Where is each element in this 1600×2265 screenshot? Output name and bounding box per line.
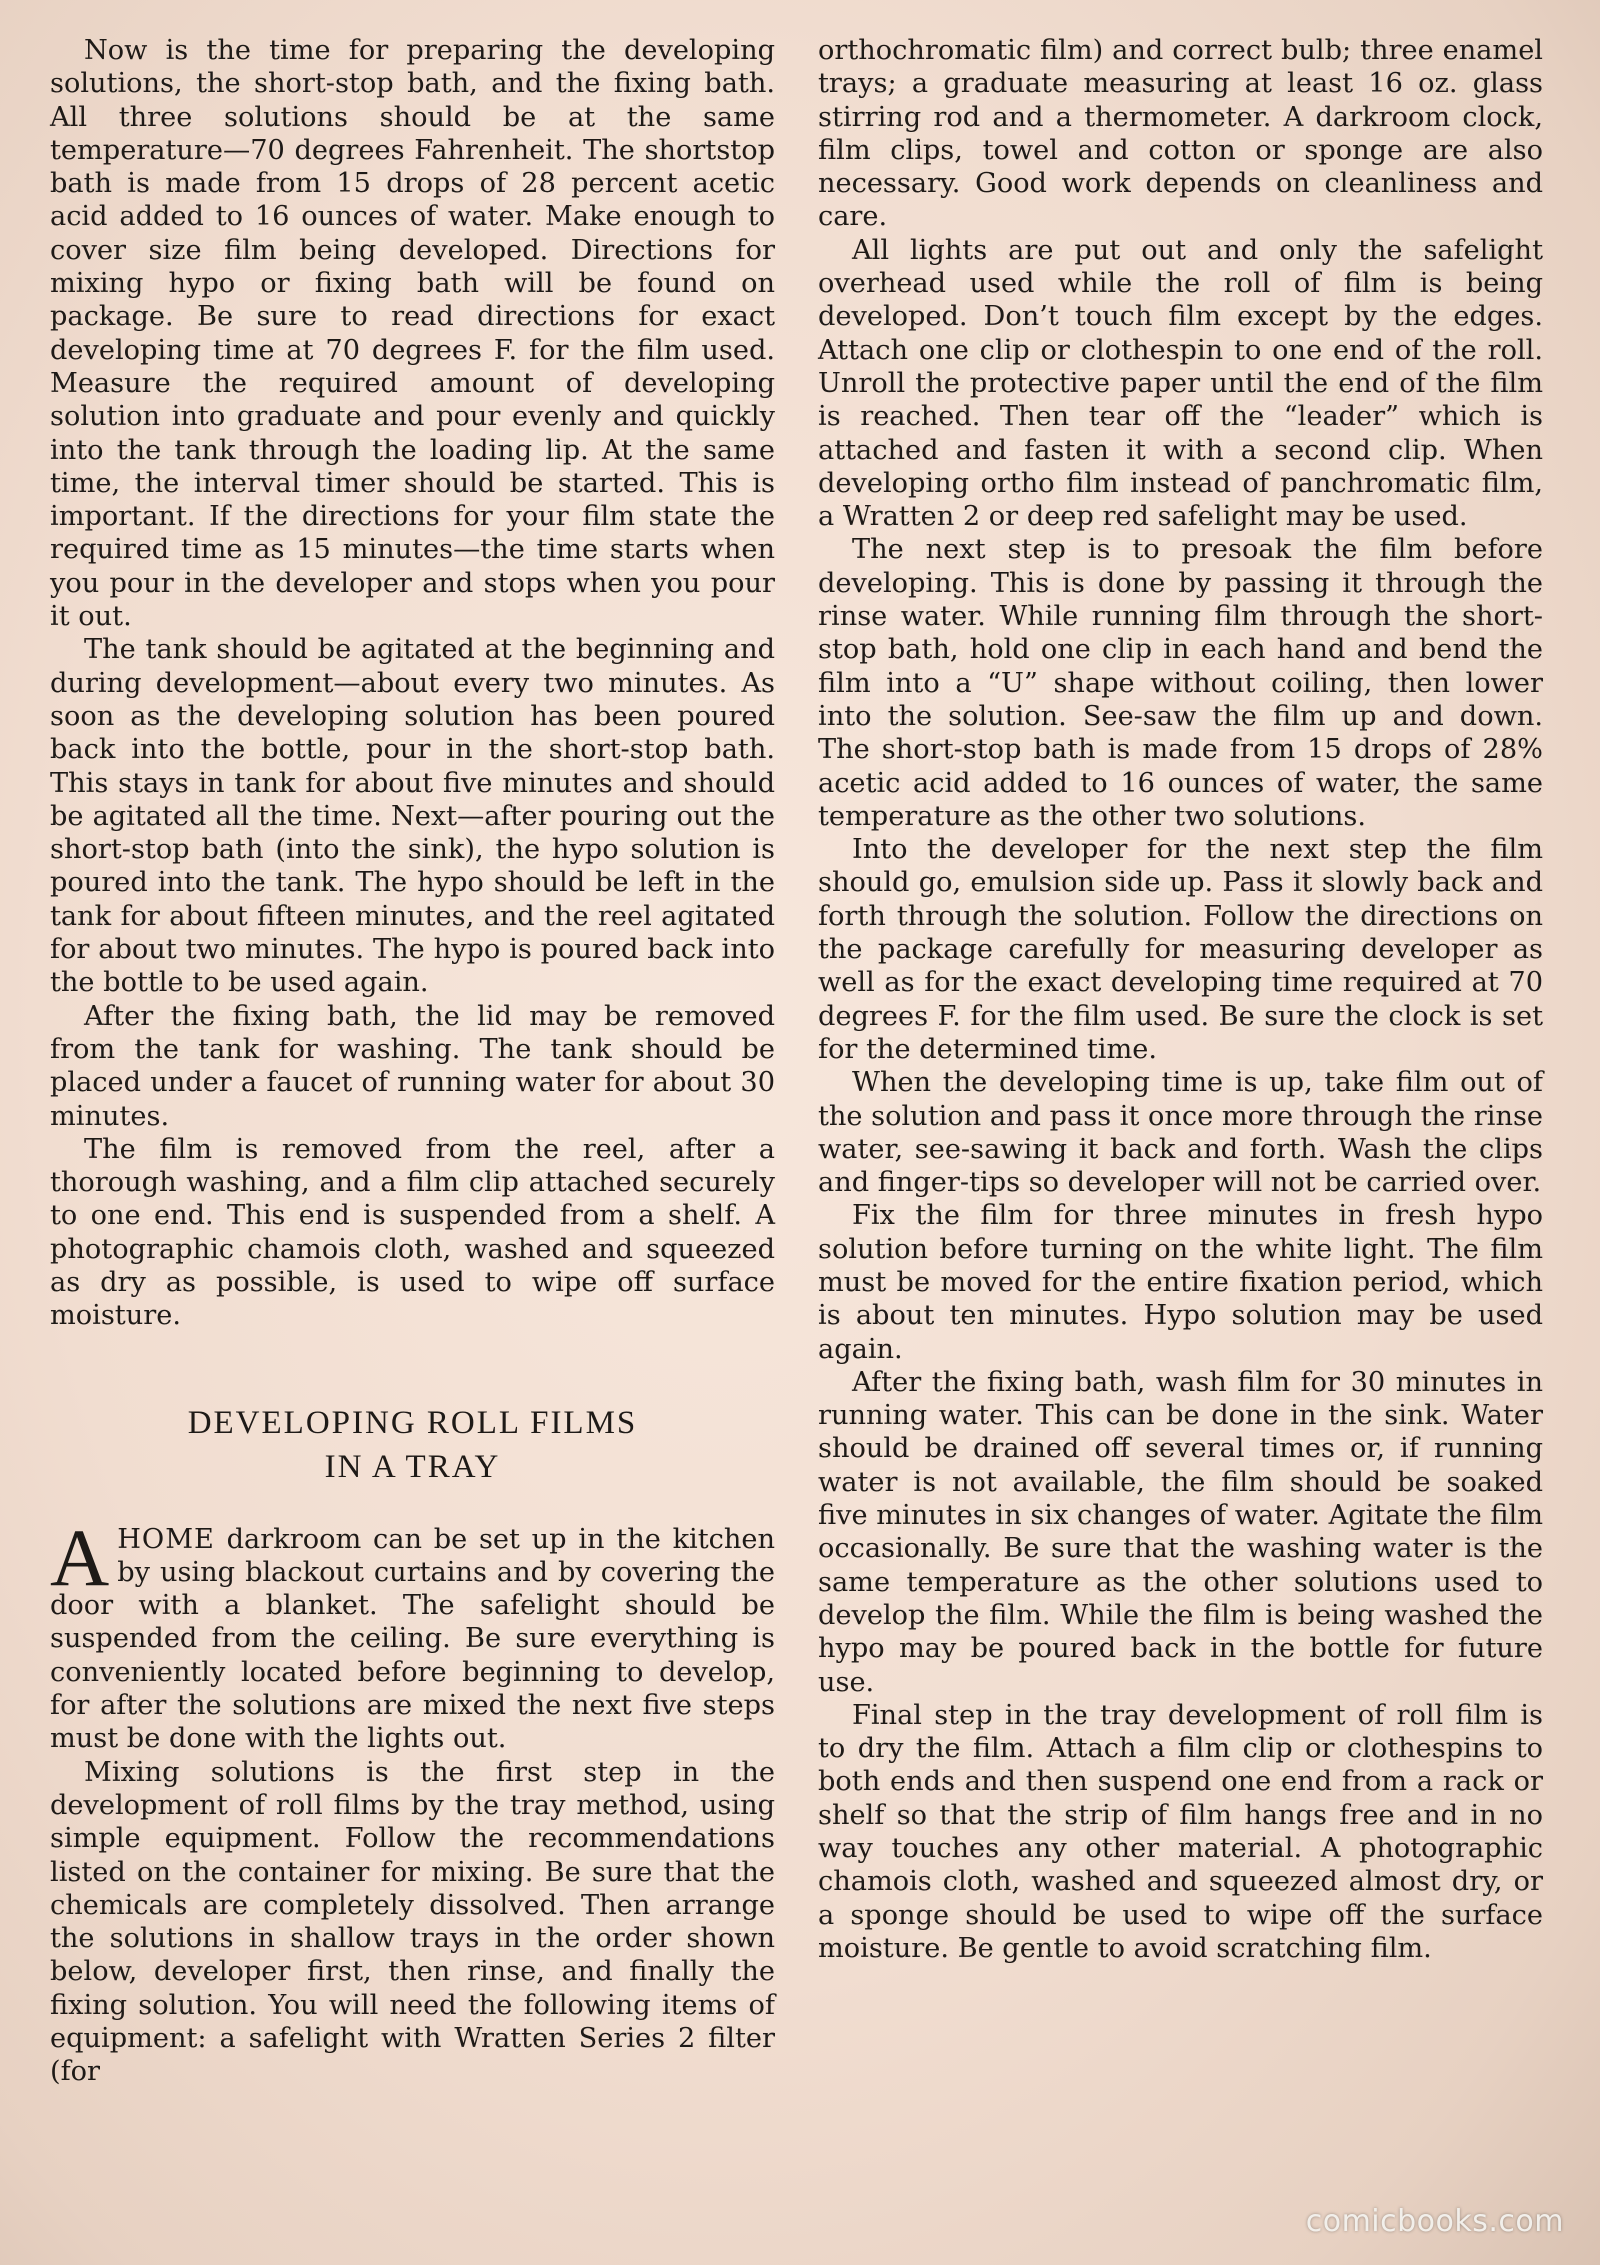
paragraph-home-darkroom	[50, 1511, 775, 1756]
paragraph-developer: Into the developer for the next step the film should go, emulsion side up. Pass it slowly back and forth through the solution. Follow the directions on the package carefully for measuring developer as well as for the exact developing time required at 70 degrees F. for the film used. Be sure the clock is set for the determined time.	[818, 834, 1543, 1065]
paragraph-washing-tank: After the fixing bath, the lid may be removed from the tank for washing. The tank should be placed under a faucet of running water for about 30 minutes.	[50, 1000, 775, 1132]
paragraph-wash: After the fixing bath, wash film for 30 minutes in running water. This can be done in the sink. Water should be drained off several times or, if running water is not available, the film should be soaked five minutes in six changes of water. Agitate the film occasionally. Be sure that the washing water is the same temperature as the other solutions used to develop the film. While the film is being washed the hypo may be poured back in the bottle for future use.	[818, 1366, 1543, 1698]
drop-cap: A	[50, 1511, 110, 1603]
heading-line-2: IN A TRAY	[324, 1448, 501, 1485]
paragraph-agitation: The tank should be agitated at the beginning and during development—about every two minutes. As soon as the developing solution has been poured back into the bottle, pour in the short-stop bath. This stays in tank for about five minutes and should be agitated all the time. Next—after pouring out the short-stop bath (into the sink), the hypo solution is poured into the tank. The hypo should be left in the tank for about fifteen minutes, and the reel agitated for about two minutes. The hypo is poured back into the bottle to be used again.	[50, 634, 775, 999]
paragraph-preparing-solutions: Now is the time for preparing the developing solutions, the short-stop bath, and the fixing bath. All three solutions should be at the same temperature—70 degrees Fahrenheit. The shortstop bath is made from 15 drops of 28 percent acetic acid added to 16 ounces of water. Make enough to cover size film being developed. Directions for mixing hypo or fixing bath will be found on package. Be sure to read directions for exact developing time at 70 degrees F. for the film used. Measure the required amount of developing solution into graduate and pour evenly and quickly into the tank through the loading lip. At the same time, the interval timer should be started. This is important. If the directions for your film state the required time as 15 minutes—the time starts when you pour in the developer and stops when you pour it out.	[50, 35, 775, 633]
paragraph-presoak: The next step is to presoak the film before developing. This is done by passing it through the rinse water. While running film through the short-stop bath, hold one clip in each hand and bend the film into a “U” shape without coiling, then lower into the solution. See-saw the film up and down. The short-stop bath is made from 15 drops of 28% acetic acid added to 16 ounces of water, the same temperature as the other two solutions.	[818, 534, 1543, 832]
paragraph-equipment-continued: orthochromatic film) and correct bulb; three enamel trays; a graduate measuring at least 16 oz. glass stirring rod and a thermometer. A darkroom clock, film clips, towel and cotton or sponge are also necessary. Good work depends on cleanliness and care.	[818, 35, 1543, 233]
paragraph-drying-reel: The film is removed from the reel, after a thorough washing, and a film clip attached securely to one end. This end is suspended from a shelf. A photographic chamois cloth, washed and squeezed as dry as possible, is used to wipe off surface moisture.	[50, 1133, 775, 1332]
paragraph-lights-out: All lights are put out and only the safelight overhead used while the roll of film is being developed. Don’t touch film except by the edges. Attach one clip or clothespin to one end of the roll. Unroll the protective paper until the end of the film is reached. Then tear off the “leader” which is attached and fasten it with a second clip. When developing ortho film instead of panchromatic film, a Wratten 2 or deep red safelight may be used.	[818, 234, 1543, 533]
paragraph-rinse: When the developing time is up, take film out of the solution and pass it once more through the rinse water, see-sawing it back and forth. Wash the clips and finger-tips so developer will not be carried over.	[818, 1067, 1544, 1199]
site-watermark: comicbooks.com	[1305, 2204, 1564, 2239]
paragraph-mixing-solutions: Mixing solutions is the first step in the development of roll films by the tray method, using simple equipment. Follow the recommendations listed on the container for mixing. Be sure that the chemicals are completely dissolved. Then arrange the solutions in shallow trays in the order shown below, developer first, then rinse, and finally the fixing solution. You will need the following items of equipment: a safelight with Wratten Series 2 filter (for	[50, 1756, 775, 2088]
paragraph-dry: Final step in the tray development of roll film is to dry the film. Attach a film clip or clothespins to both ends and then suspend one end from a rack or shelf so that the strip of film hangs free and in no way touches any other material. A photographic chamois cloth, washed and squeezed almost dry, or a sponge should be used to wipe off the surface moisture. Be gentle to avoid scratching film.	[818, 1699, 1543, 1964]
lead-in-text: darkroom can be set up in the kitchen by using blackout curtains and by covering the door with a blanket. The safelight should be suspended from the ceiling. Be sure everything is conveniently located before beginning to develop, for after the solutions are mixed the next five steps must be done with the lights out.	[50, 1523, 775, 1755]
section-heading	[50, 1401, 775, 1489]
heading-line-1: DEVELOPING ROLL FILMS	[187, 1404, 638, 1441]
lead-in-word: HOME	[117, 1523, 215, 1555]
paragraph-fix: Fix the film for three minutes in fresh hypo solution before turning on the white light. The film must be moved for the entire fixation period, which is about ten minutes. Hypo solution may be used again.	[818, 1200, 1543, 1365]
left-column	[50, 34, 775, 2089]
right-column	[818, 34, 1543, 1965]
